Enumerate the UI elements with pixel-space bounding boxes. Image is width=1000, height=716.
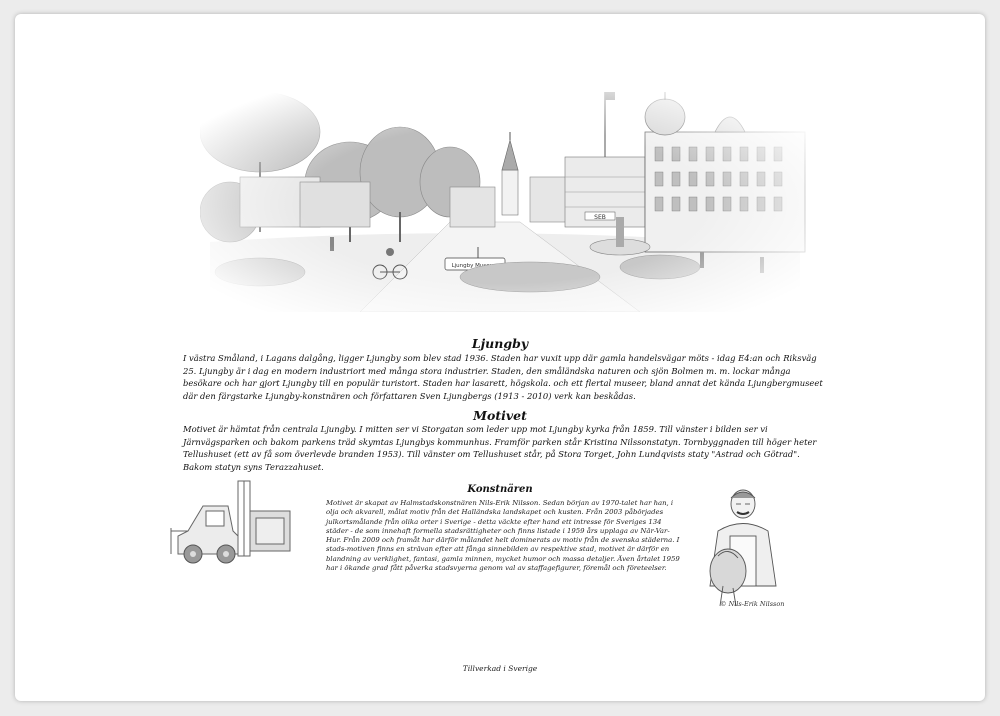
motif-heading: Motivet [473,408,527,423]
motif-paragraph: Motivet är hämtat från centrala Ljungby. I mitten ser vi Storgatan som leder upp mot Ljungby kyrka från 1859. Till vänster i bilden ser vi Järnvägsparken och bakom parkens träd skymtas Ljungbys kommunhus. Framför parken står Kristina Nilssonstatyn. Tornbyggnaden till höger heter Tellushuset (ett av få som överlevde branden 1953). Till vänster om Tellushuset står, på Stora Torget, John Lundqvists staty "Astrad och Götrad". Bakom statyn syns Terazzahuset. [183,424,817,472]
artist-signature: © Nils-Erik Nilsson [720,600,785,608]
artist-paragraph: Motivet är skapat av Halmstadskonstnären Nils-Erik Nilsson. Sedan början av 1970-talet har han, i olja och akvarell, målat motiv från det Halländska landskapet och kusten. Från 2003 påbörjades julkortsmålande från olika orter i Sverige - detta väckte efter hand ett intresse för Sveriges 134 städer - de som innehaft formella stadsrättigheter och finns listade i 1959 års upplaga av När-Var-Hur. Från 2009 och framåt har därför målandet helt dominerats av motiv från de svenska städerna. I stads-motiven finns en strävan efter att fånga sinnebilden av respektive stad, motivet är därför en blandning av verklighet, fantasi, gamla minnen, mycket humor och massa detaljer. Även årtalet 1959 har i ökande grad fått påverka stadsvyerna genom val av staffagefigurer, föremål och företeelser. [326,499,680,573]
artist-portrait-drawing [698,486,788,612]
intro-paragraph: I västra Småland, i Lagans dalgång, ligger Ljungby som blev stad 1936. Staden har vuxit upp där gamla handelsvägar möts - idag E4:an och Riksväg 25. Ljungby är i dag en modern industriort med många stora industrier. Staden, den småländska naturen och sjön Bolmen m. m. lockar många besökare och har gjort Ljungby till en populär turistort. Staden har lasarett, högskola. och ett flertal museer, bland annat det kända Ljungbergmuseet där den färgstarke Ljungby-konstnären och författaren Sven Ljungbergs (1913 - 2010) verk kan beskådas. [183,353,823,401]
forklift-drawing [168,476,298,568]
title-heading: Ljungby [471,336,529,351]
artist-heading: Konstnären [467,484,533,495]
town-illustration [200,72,808,312]
footer-made-in: Tillverkad i Sverige [462,664,538,673]
